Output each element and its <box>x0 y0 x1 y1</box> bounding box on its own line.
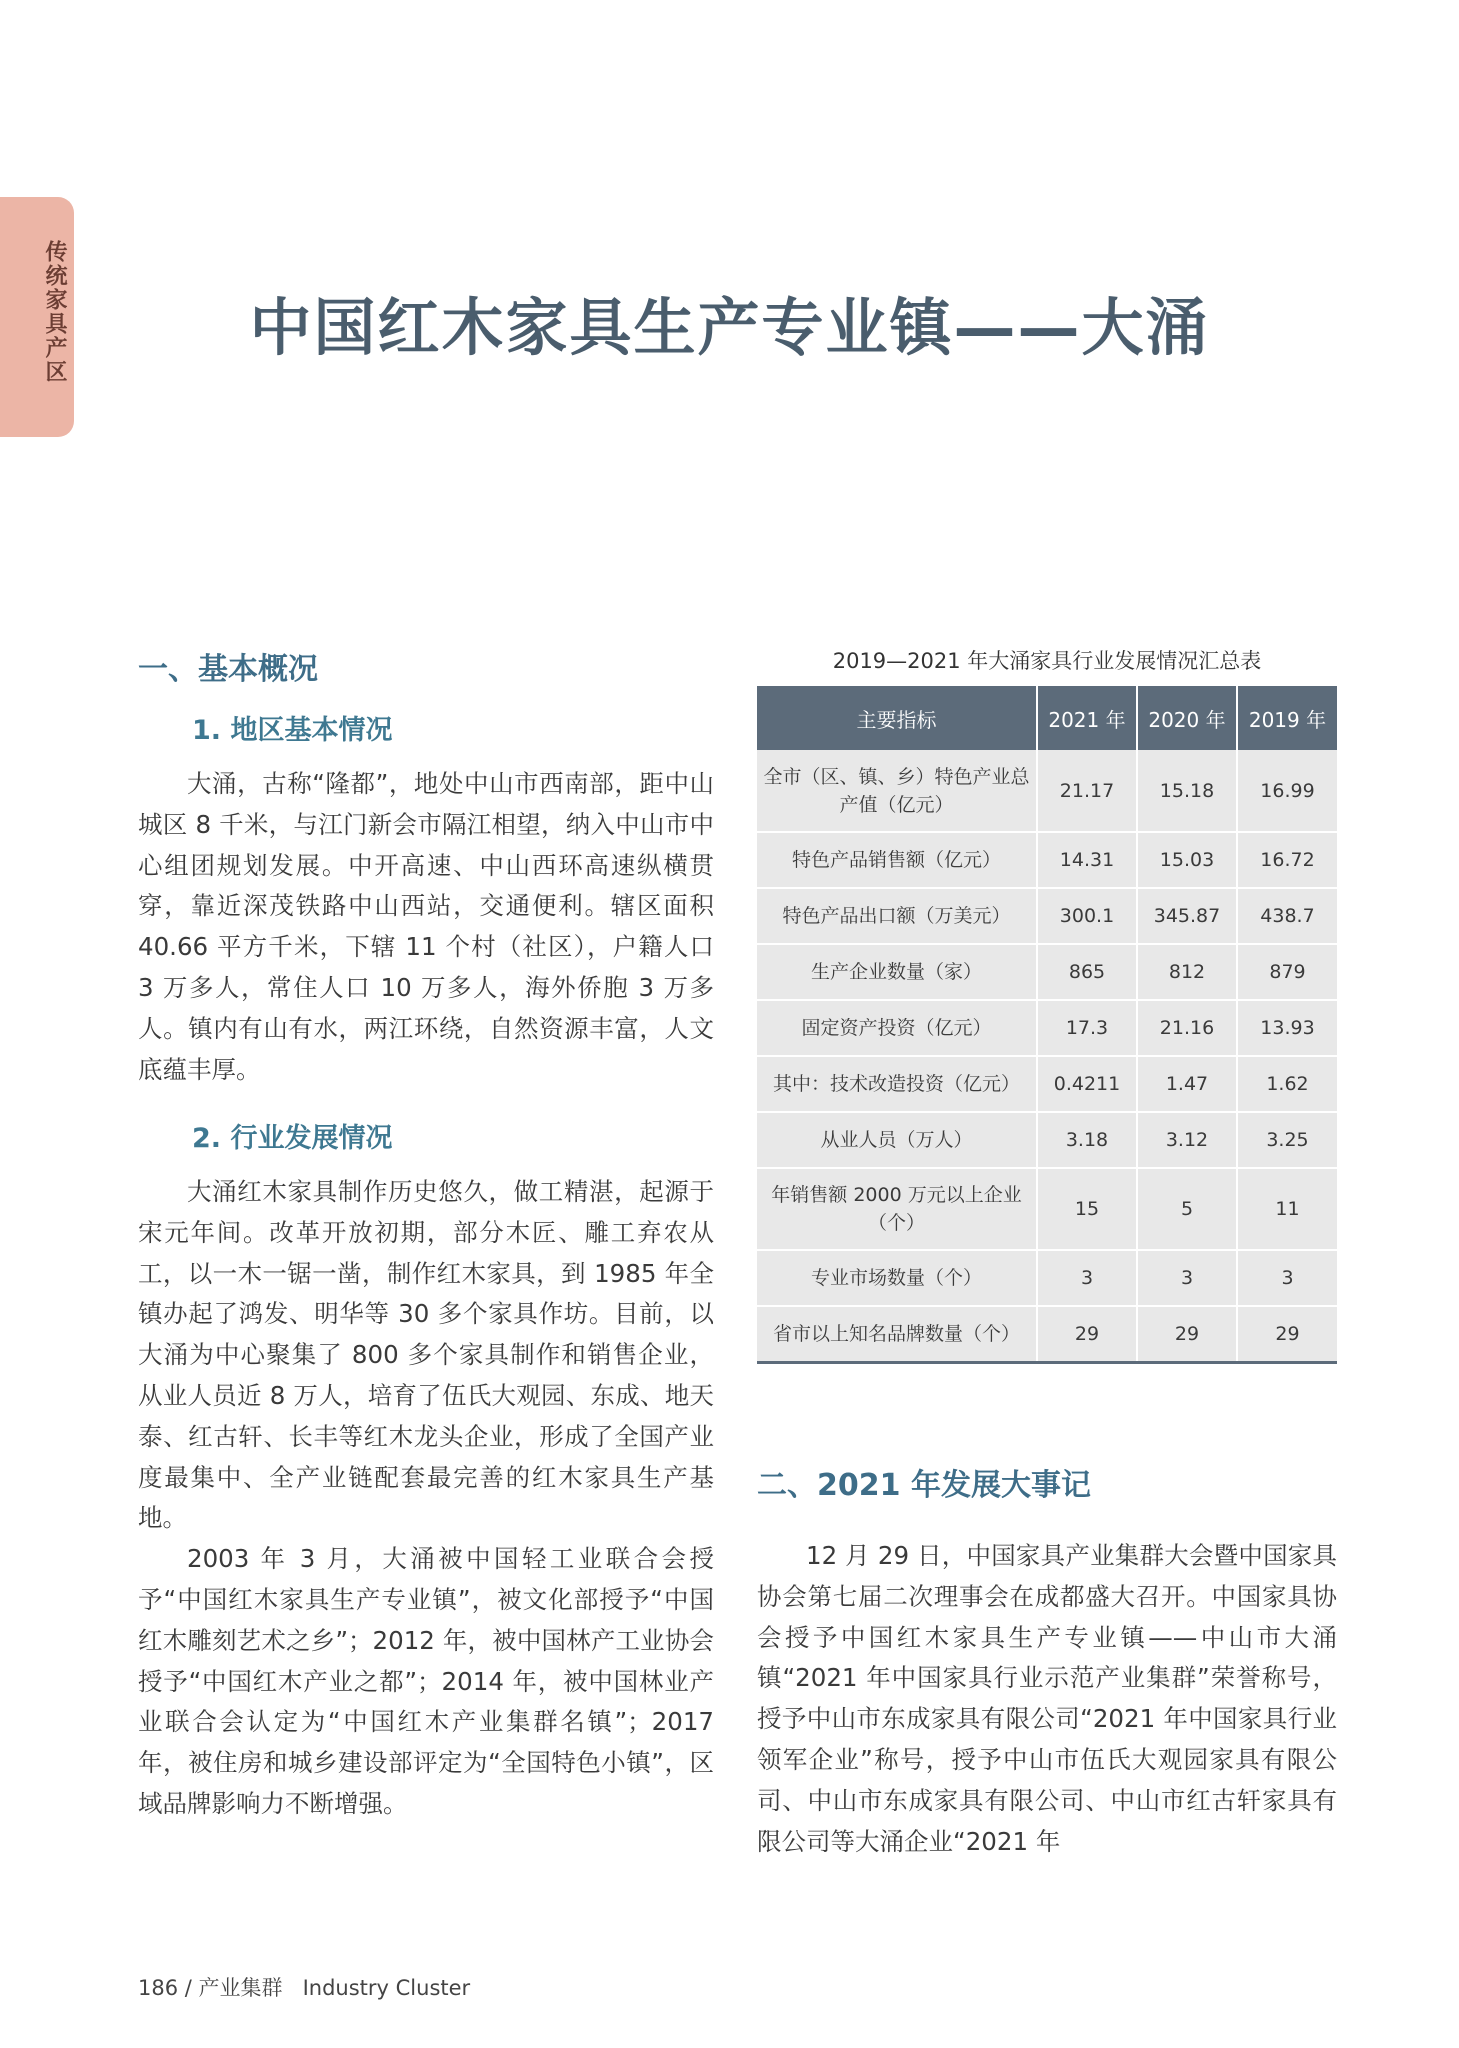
cell-2019: 11 <box>1237 1168 1337 1250</box>
sub2-paragraph-2: 2003 年 3 月，大涌被中国轻工业联合会授予“中国红木家具生产专业镇”，被文化部授予“中国红木雕刻艺术之乡”；2012 年，被中国林产工业协会授予“中国红木产业之都”；2014 年，被中国林业产业联合会认定为“中国红木产业集群名镇”；2017 年，被住房和城乡建设部评定为“全国特色小镇”，区域品牌影响力不断增强。 <box>138 1544 714 1818</box>
row-label: 省市以上知名品牌数量（个） <box>757 1306 1037 1362</box>
table-row <box>757 1112 1337 1168</box>
cell-2020: 812 <box>1137 944 1237 1000</box>
table-row <box>757 1250 1337 1306</box>
row-label: 从业人员（万人） <box>757 1112 1037 1168</box>
cell-2020: 3.12 <box>1137 1112 1237 1168</box>
cell-2021: 0.4211 <box>1037 1056 1137 1112</box>
table-row <box>757 750 1337 832</box>
table-header: 2021 年 <box>1037 686 1137 750</box>
page-title: 中国红木家具生产专业镇——大涌 <box>249 291 1210 364</box>
cell-2021: 300.1 <box>1037 888 1137 944</box>
table-header: 主要指标 <box>757 686 1037 750</box>
cell-2020: 345.87 <box>1137 888 1237 944</box>
section2-paragraph: 12 月 29 日，中国家具产业集群大会暨中国家具协会第七届二次理事会在成都盛大召开。中国家具协会授予中国红木家具生产专业镇——中山市大涌镇“2021 年中国家具行业示范产业集群”荣誉称号，授予中山市东成家具有限公司“2021 年中国家具行业领军企业”称号，授予中山市伍氏大观园家具有限公司、中山市东成家具有限公司、中山市红古轩家具有限公司等大涌企业“2021 年 <box>757 1541 1337 1856</box>
cell-2019: 438.7 <box>1237 888 1337 944</box>
cell-2021: 17.3 <box>1037 1000 1137 1056</box>
cell-2021: 14.31 <box>1037 832 1137 888</box>
cell-2020: 1.47 <box>1137 1056 1237 1112</box>
side-tab-label: 传统家具产区 <box>42 240 67 384</box>
cell-2020: 29 <box>1137 1306 1237 1362</box>
sub2-heading-wrap <box>192 1116 712 1155</box>
cell-2021: 15 <box>1037 1168 1137 1250</box>
cell-2019: 1.62 <box>1237 1056 1337 1112</box>
sub1-paragraph: 大涌，古称“隆都”，地处中山市西南部，距中山城区 8 千米，与江门新会市隔江相望，纳入中山市中心组团规划发展。中开高速、中山西环高速纵横贯穿，靠近深茂铁路中山西站，交通便利。辖区面积 40.66 平方千米，下辖 11 个村（社区），户籍人口 3 万多人，常住人口 10 万多人，海外侨胞 3 万多人。镇内有山有水，两江环绕，自然资源丰富，人文底蕴丰厚。 <box>138 769 714 1084</box>
cell-2019: 29 <box>1237 1306 1337 1362</box>
sub2-text-wrap <box>138 1172 714 1825</box>
row-label: 全市（区、镇、乡）特色产业总产值（亿元） <box>757 750 1037 832</box>
cell-2019: 3 <box>1237 1250 1337 1306</box>
cell-2020: 5 <box>1137 1168 1237 1250</box>
row-label: 其中：技术改造投资（亿元） <box>757 1056 1037 1112</box>
section1-heading: 一、基本概况 <box>138 652 318 687</box>
row-label: 年销售额 2000 万元以上企业（个） <box>757 1168 1037 1250</box>
table-row <box>757 1306 1337 1362</box>
cell-2020: 21.16 <box>1137 1000 1237 1056</box>
sub2-heading: 2. 行业发展情况 <box>192 1123 393 1154</box>
cell-2021: 29 <box>1037 1306 1137 1362</box>
row-label: 特色产品出口额（万美元） <box>757 888 1037 944</box>
cell-2021: 3 <box>1037 1250 1137 1306</box>
page-footer <box>138 1972 470 2002</box>
section2-text-wrap <box>757 1536 1337 1862</box>
table-header: 2019 年 <box>1237 686 1337 750</box>
row-label: 专业市场数量（个） <box>757 1250 1037 1306</box>
cell-2020: 3 <box>1137 1250 1237 1306</box>
table-row <box>757 1000 1337 1056</box>
row-label: 特色产品销售额（亿元） <box>757 832 1037 888</box>
table-row <box>757 1056 1337 1112</box>
row-label: 生产企业数量（家） <box>757 944 1037 1000</box>
left-column <box>138 644 714 688</box>
table-row <box>757 944 1337 1000</box>
section2-heading-wrap <box>757 1460 1337 1504</box>
footer-separator: / <box>184 1976 192 2000</box>
cell-2020: 15.03 <box>1137 832 1237 888</box>
cell-2019: 13.93 <box>1237 1000 1337 1056</box>
cell-2020: 15.18 <box>1137 750 1237 832</box>
cell-2019: 3.25 <box>1237 1112 1337 1168</box>
table-row <box>757 1168 1337 1250</box>
table-header: 2020 年 <box>1137 686 1237 750</box>
sub1-heading-wrap <box>192 708 712 747</box>
cell-2021: 21.17 <box>1037 750 1137 832</box>
footer-section-cn: 产业集群 <box>198 1976 283 2000</box>
table-header-row <box>757 686 1337 750</box>
sub1-text-wrap <box>138 764 714 1090</box>
footer-section-en: Industry Cluster <box>302 1976 471 2000</box>
table-row <box>757 832 1337 888</box>
cell-2021: 3.18 <box>1037 1112 1137 1168</box>
page-number: 186 <box>138 1976 179 2000</box>
row-label: 固定资产投资（亿元） <box>757 1000 1037 1056</box>
summary-table <box>757 686 1337 1364</box>
cell-2019: 16.99 <box>1237 750 1337 832</box>
cell-2019: 16.72 <box>1237 832 1337 888</box>
cell-2021: 865 <box>1037 944 1137 1000</box>
section2-heading: 二、2021 年发展大事记 <box>757 1468 1091 1503</box>
table-row <box>757 888 1337 944</box>
table-title: 2019—2021 年大涌家具行业发展情况汇总表 <box>832 649 1262 673</box>
sub1-heading: 1. 地区基本情况 <box>192 715 393 746</box>
cell-2019: 879 <box>1237 944 1337 1000</box>
sub2-paragraph-1: 大涌红木家具制作历史悠久，做工精湛，起源于宋元年间。改革开放初期，部分木匠、雕工弃农从工，以一木一锯一凿，制作红木家具，到 1985 年全镇办起了鸿发、明华等 30 多个家具作坊。目前，以大涌为中心聚集了 800 多个家具制作和销售企业，从业人员近 8 万人，培育了伍氏大观园、东成、地天泰、红古轩、长丰等红木龙头企业，形成了全国产业度最集中、全产业链配套最完善的红木家具生产基地。 <box>138 1177 714 1533</box>
